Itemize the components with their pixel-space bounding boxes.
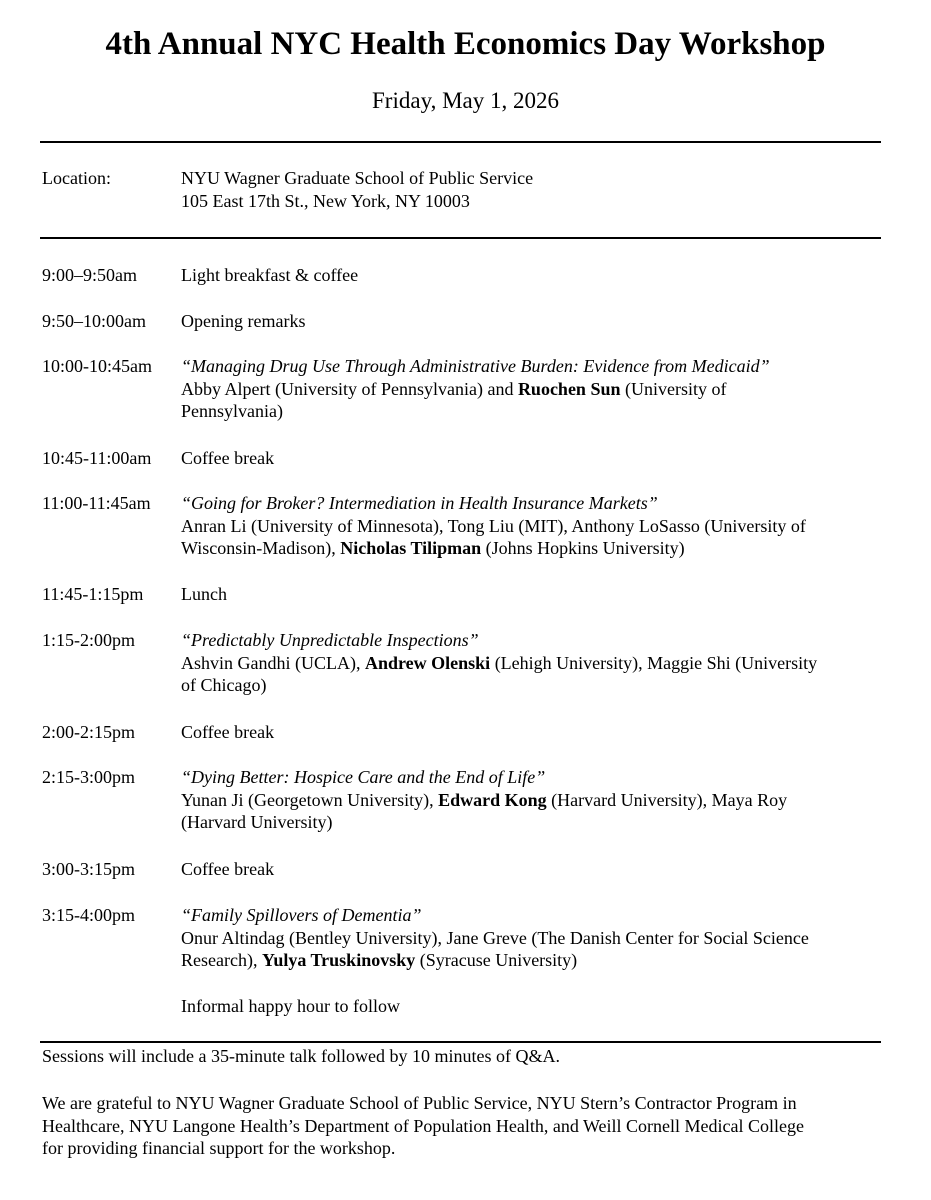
presenter-name: Nicholas Tilipman (340, 538, 482, 558)
location-venue: NYU Wagner Graduate School of Public Service (181, 168, 534, 188)
schedule-time: 3:00-3:15pm (42, 859, 135, 879)
schedule-time: 1:15-2:00pm (42, 630, 135, 650)
session-details (181, 904, 881, 972)
acknowledgement-line: Healthcare, NYU Langone Health’s Department of Population Health, and Weill Cornell Medical College (42, 1115, 804, 1136)
session-details (181, 629, 881, 697)
presenter-name: Edward Kong (438, 789, 547, 810)
schedule-time: 2:15-3:00pm (42, 767, 135, 787)
author-line (181, 537, 881, 560)
schedule-time: 9:00–9:50am (42, 265, 137, 285)
author-line: (Harvard University) (181, 812, 333, 832)
schedule-activity: Lunch (181, 584, 227, 604)
schedule-time: 11:45-1:15pm (42, 584, 144, 604)
session-details (181, 766, 881, 834)
presenter-name: Ruochen Sun (517, 378, 621, 399)
presenter-name: Yulya Truskinovsky (261, 950, 416, 970)
author-line (181, 789, 881, 812)
author-text: Ashvin Gandhi (UCLA), (181, 652, 365, 673)
author-line: Pennsylvania) (181, 401, 283, 421)
author-text: (Syracuse University) (415, 950, 578, 970)
author-line (181, 378, 881, 401)
paper-title: “Predictably Unpredictable Inspections” (181, 630, 479, 650)
author-text: Yunan Ji (Georgetown University), (181, 789, 439, 810)
author-text: (Johns Hopkins University) (481, 538, 685, 558)
schedule-time: 2:00-2:15pm (42, 722, 135, 742)
happy-hour-note: Informal happy hour to follow (181, 996, 400, 1016)
paper-title: “Family Spillovers of Dementia” (181, 905, 422, 925)
location-label: Location: (42, 168, 111, 188)
session-details (181, 492, 881, 560)
paper-title: “Dying Better: Hospice Care and the End of Life” (181, 767, 546, 787)
paper-title: “Going for Broker? Intermediation in Health Insurance Markets” (181, 493, 658, 513)
schedule-activity: Coffee break (181, 859, 275, 879)
session-details (181, 355, 881, 423)
author-text: (Lehigh University), Maggie Shi (University (490, 652, 818, 673)
author-line: of Chicago) (181, 675, 267, 695)
divider-schedule (40, 237, 881, 239)
author-line (181, 652, 881, 675)
location-street: 105 East 17th St., New York, NY 10003 (181, 190, 470, 211)
author-text: Wisconsin-Madison), (181, 538, 341, 558)
presenter-name: Andrew Olenski (364, 652, 491, 673)
author-line: Onur Altindag (Bentley University), Jane Greve (The Danish Center for Social Science (181, 927, 809, 948)
schedule-time: 3:15-4:00pm (42, 905, 135, 925)
sessions-note: Sessions will include a 35-minute talk followed by 10 minutes of Q&A. (42, 1046, 560, 1066)
schedule-activity: Light breakfast & coffee (181, 265, 359, 285)
schedule-time: 11:00-11:45am (42, 493, 151, 513)
divider-top (40, 141, 881, 143)
event-date: Friday, May 1, 2026 (372, 88, 559, 113)
author-line: Anran Li (University of Minnesota), Tong Liu (MIT), Anthony LoSasso (University of (181, 515, 806, 536)
schedule-activity: Opening remarks (181, 311, 306, 331)
schedule-activity: Coffee break (181, 448, 275, 468)
author-text: Research), (181, 950, 262, 970)
author-line (181, 949, 881, 972)
location-address (181, 167, 881, 212)
schedule-activity: Coffee break (181, 722, 275, 742)
paper-title: “Managing Drug Use Through Administrative Burden: Evidence from Medicaid” (181, 356, 770, 376)
schedule-time: 9:50–10:00am (42, 311, 146, 331)
page-title: 4th Annual NYC Health Economics Day Workshop (105, 26, 826, 62)
acknowledgement-line: for providing financial support for the workshop. (42, 1138, 396, 1158)
schedule-time: 10:00-10:45am (42, 356, 152, 376)
author-text: (University of (620, 378, 727, 399)
author-text: Abby Alpert (University of Pennsylvania) and (181, 378, 518, 399)
divider-footer (40, 1041, 881, 1043)
author-text: (Harvard University), Maya Roy (546, 789, 788, 810)
acknowledgement-line: We are grateful to NYU Wagner Graduate School of Public Service, NYU Stern’s Contractor Program in (42, 1093, 797, 1113)
acknowledgements (42, 1092, 887, 1160)
schedule-time: 10:45-11:00am (42, 448, 152, 468)
